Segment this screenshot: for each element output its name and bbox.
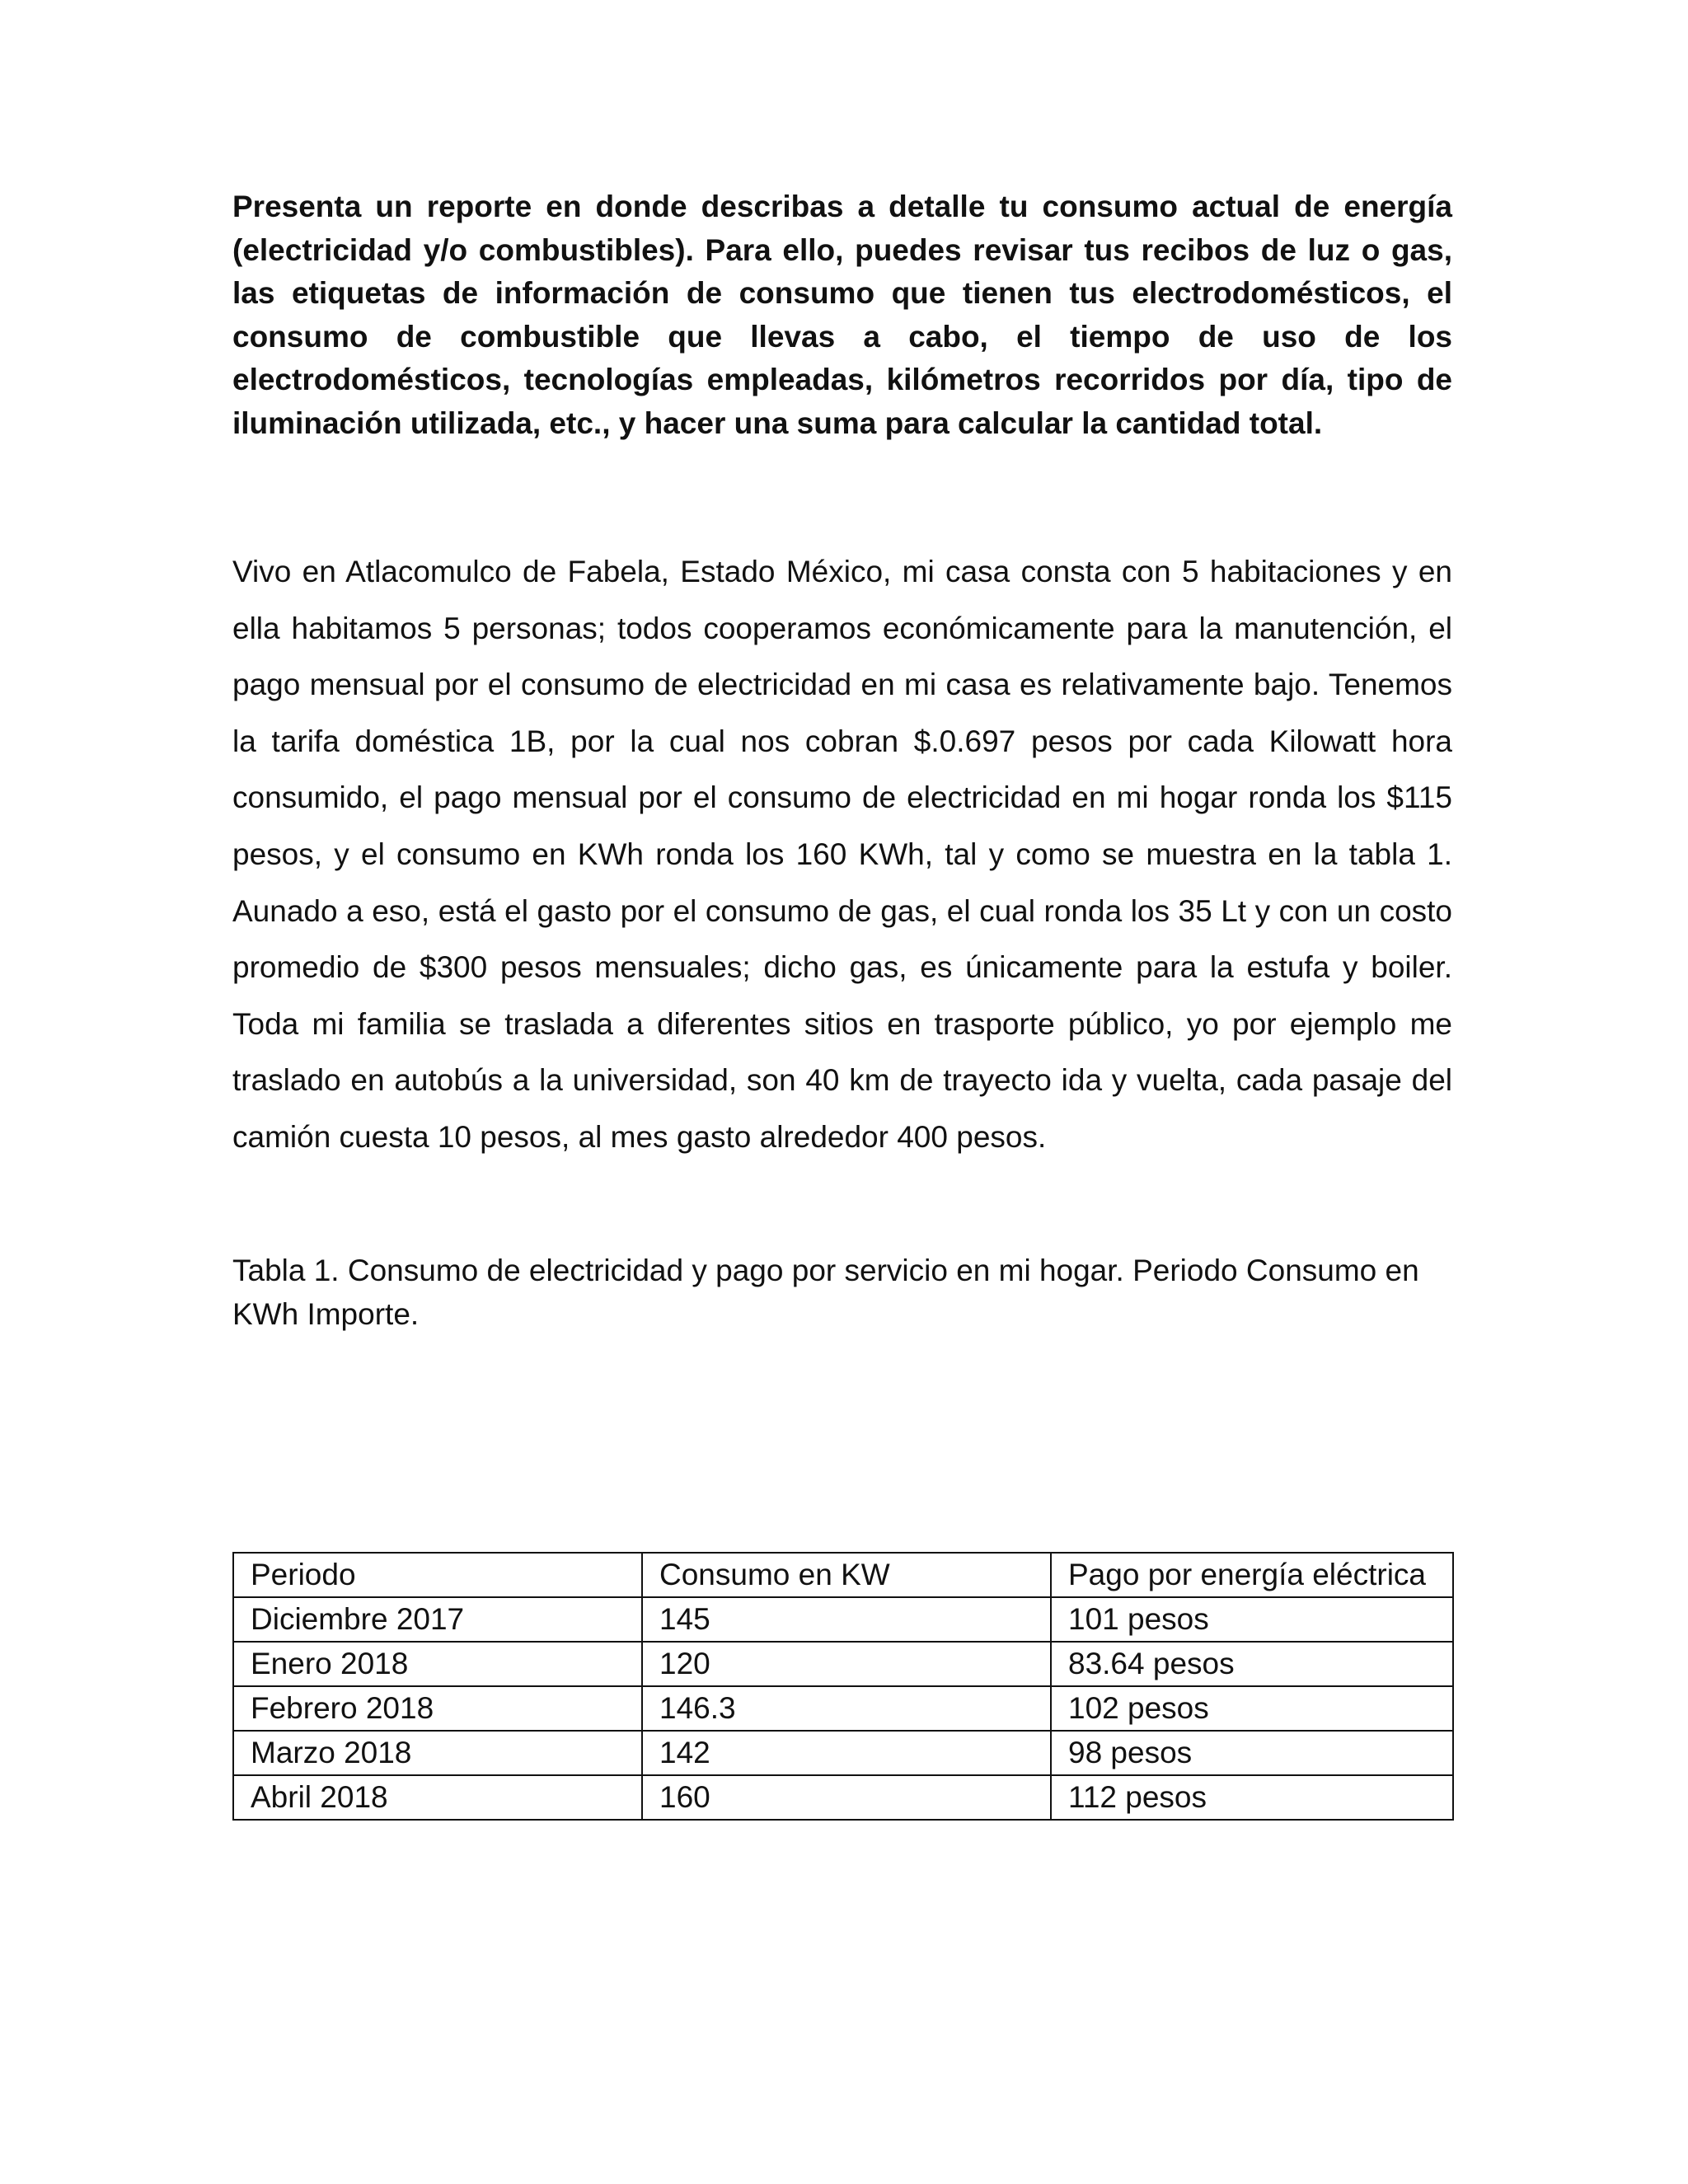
table-cell: Diciembre 2017 <box>233 1597 642 1642</box>
table-cell: 145 <box>642 1597 1051 1642</box>
table-row <box>233 1731 1453 1775</box>
table-cell: 98 pesos <box>1051 1731 1453 1775</box>
table-cell: Abril 2018 <box>233 1775 642 1820</box>
table-row <box>233 1686 1453 1731</box>
table-row <box>233 1597 1453 1642</box>
table-cell: Marzo 2018 <box>233 1731 642 1775</box>
table-header-row <box>233 1553 1453 1597</box>
table-cell: 142 <box>642 1731 1051 1775</box>
table-caption: Tabla 1. Consumo de electricidad y pago por servicio en mi hogar. Periodo Consumo en KWh Importe. <box>232 1253 1419 1331</box>
table-cell: 83.64 pesos <box>1051 1642 1453 1686</box>
report-paragraph: Vivo en Atlacomulco de Fabela, Estado México, mi casa consta con 5 habitaciones y en ella habitamos 5 personas; todos cooperamos económicamente para la manutención, el pago mensual por el consumo de electricidad en mi casa es relativamente bajo. Tenemos la tarifa doméstica 1B, por la cual nos cobran $.0.697 pesos por cada Kilowatt hora consumido, el pago mensual por el consumo de electricidad en mi hogar ronda los $115 pesos, y el consumo en KWh ronda los 160 KWh, tal y como se muestra en la tabla 1. Aunado a eso, está el gasto por el consumo de gas, el cual ronda los 35 Lt y con un costo promedio de $300 pesos mensuales; dicho gas, es únicamente para la estufa y boiler. Toda mi familia se traslada a diferentes sitios en trasporte público, yo por ejemplo me traslado en autobús a la universidad, son 40 km de trayecto ida y vuelta, cada pasaje del camión cuesta 10 pesos, al mes gasto alrededor 400 pesos. <box>232 555 1452 1154</box>
table-cell: 101 pesos <box>1051 1597 1453 1642</box>
table-row <box>233 1775 1453 1820</box>
table-row <box>233 1642 1453 1686</box>
table-cell: Enero 2018 <box>233 1642 642 1686</box>
document-content <box>232 185 1452 1336</box>
table-header-cell: Consumo en KW <box>642 1553 1051 1597</box>
table-cell: 112 pesos <box>1051 1775 1453 1820</box>
table-cell: 102 pesos <box>1051 1686 1453 1731</box>
table-cell: 146.3 <box>642 1686 1051 1731</box>
consumption-table <box>232 1552 1454 1821</box>
table-cell: 160 <box>642 1775 1051 1820</box>
table-header-cell: Periodo <box>233 1553 642 1597</box>
assignment-prompt: Presenta un reporte en donde describas a detalle tu consumo actual de energía (electricidad y/o combustibles). Para ello, puedes revisar tus recibos de luz o gas, las etiquetas de información de consumo que tienen tus electrodomésticos, el consumo de combustible que llevas a cabo, el tiempo de uso de los electrodomésticos, tecnologías empleadas, kilómetros recorridos por día, tipo de iluminación utilizada, etc., y hacer una suma para calcular la cantidad total. <box>232 190 1452 440</box>
table-cell: Febrero 2018 <box>233 1686 642 1731</box>
table-header-cell: Pago por energía eléctrica <box>1051 1553 1453 1597</box>
table-cell: 120 <box>642 1642 1051 1686</box>
